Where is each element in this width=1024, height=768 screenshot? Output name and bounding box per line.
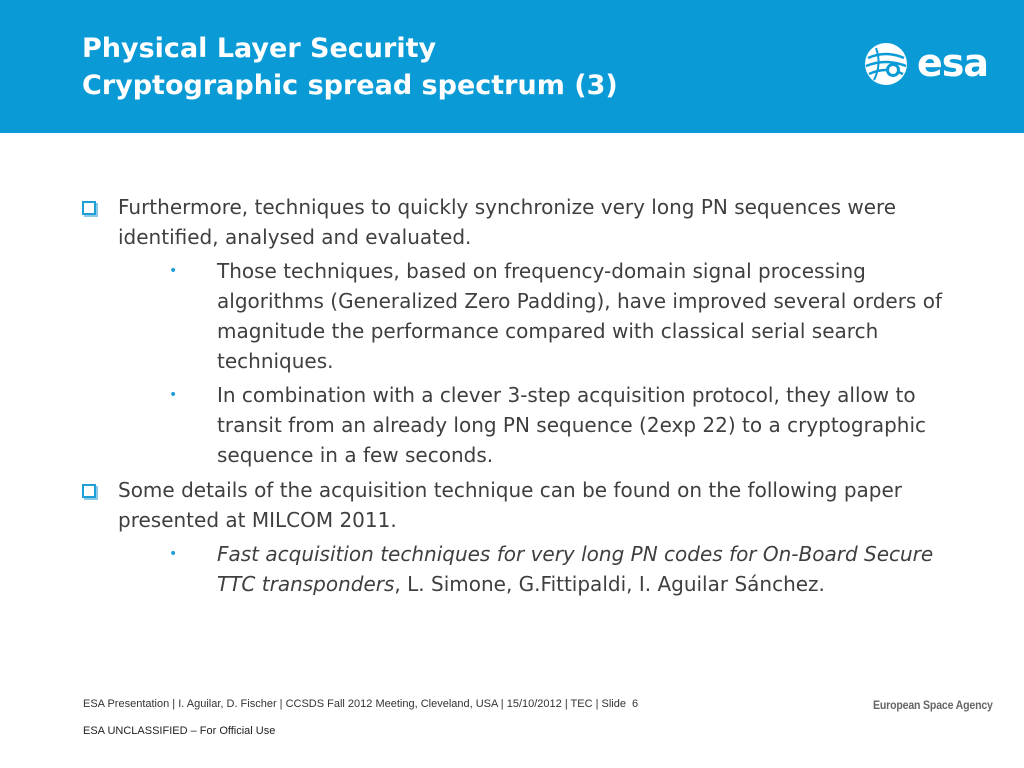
sub-bullet-1 — [80, 256, 942, 376]
footer-presentation-info — [83, 698, 638, 710]
paper-title: Fast acquisition techniques for very long PN codes for On-Board Secure TTC transponders — [217, 542, 934, 596]
title-line-1: Physical Layer Security — [82, 33, 437, 64]
sub-bullet-2 — [80, 380, 942, 470]
dot-bullet-icon: • — [169, 263, 178, 279]
sub-bullet-1-text: Those techniques, based on frequency-domain signal processing algorithms (Generalized Zero Padding), have improved several orders of magnitude the performance compared with classical serial search techniques. — [217, 259, 942, 373]
square-bullet-icon — [82, 484, 96, 498]
paper-authors: , L. Simone, G.Fittipaldi, I. Aguilar Sánchez. — [394, 572, 825, 596]
square-bullet-icon — [82, 201, 96, 215]
sub-bullet-2-text: In combination with a clever 3-step acquisition protocol, they allow to transit from an already long PN sequence (2exp 22) to a cryptographic sequence in a few seconds. — [217, 383, 926, 467]
footer-presentation-text: ESA Presentation | I. Aguilar, D. Fischer | CCSDS Fall 2012 Meeting, Cleveland, USA | 15/10/2012 | TEC | Slide — [83, 698, 626, 710]
dot-bullet-icon: • — [169, 387, 178, 403]
agency-wordmark: European Space Agency — [873, 698, 993, 712]
footer-classification: ESA UNCLASSIFIED – For Official Use — [83, 725, 276, 737]
bullet-1-text: Furthermore, techniques to quickly synchronize very long PN sequences were identified, analysed and evaluated. — [118, 195, 897, 249]
esa-logo-text: esa — [917, 41, 989, 85]
esa-logo — [862, 40, 1002, 88]
bullet-1 — [80, 192, 960, 252]
slide-content — [80, 192, 960, 599]
dot-bullet-icon: • — [169, 546, 178, 562]
slide-title — [82, 30, 618, 104]
bullet-2-text: Some details of the acquisition technique can be found on the following paper presented at MILCOM 2011. — [118, 478, 903, 532]
esa-globe-icon — [862, 40, 912, 88]
header-bar — [0, 0, 1024, 133]
bullet-2 — [80, 475, 960, 535]
sub-bullet-3 — [80, 539, 942, 599]
title-line-2: Cryptographic spread spectrum (3) — [82, 70, 618, 101]
slide-number: 6 — [631, 698, 639, 710]
